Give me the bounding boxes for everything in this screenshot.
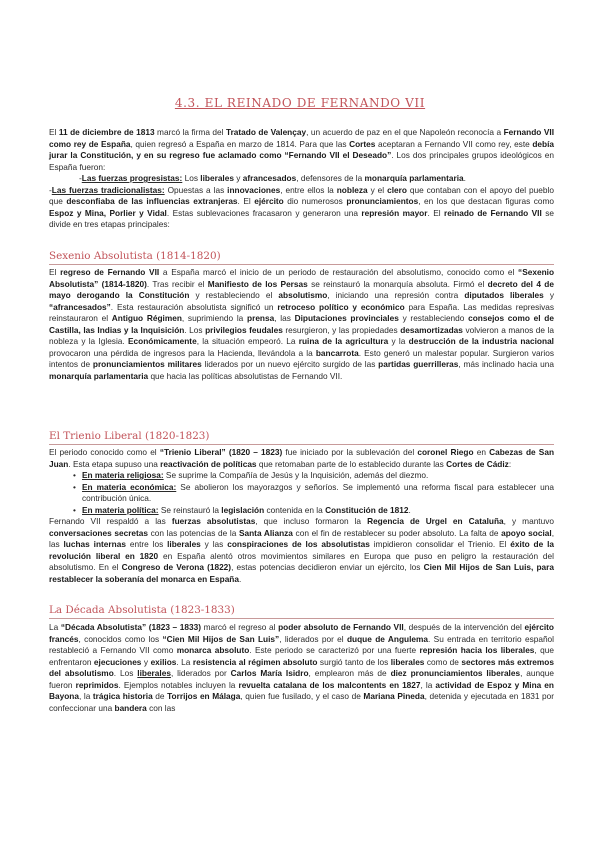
progressive-forces-line: -Las fuerzas progresistas: Los liberales y afrancesados, defensores de la monarquía parlamentaria. xyxy=(79,173,466,183)
intro-block xyxy=(49,127,554,231)
page-title: 4.3. EL REINADO DE FERNANDO VII xyxy=(174,96,426,110)
trienio-after-paragraph: Fernando VII respaldó a las fuerzas absolutistas, que incluso formaron la Regencia de Urgel en Cataluña, y mantuvo conversaciones secretas con las potencias de la Santa Alianza con el fin de restablecer su poder absoluto. La falta de apoyo social, las luchas internas entre los liberales y las conspiraciones de los absolutistas impidieron consolidar el Trienio. El éxito de la revolución liberal en 1820 en España alentó otros movimientos similares en Europa que puso en peligro la restauración del absolutismo. En el Congreso de Verona (1822), estas potencias decidieron enviar un ejército, los Cien Mil Hijos de San Luis, para restablecer la soberanía del monarca en España. xyxy=(49,516,555,584)
section-heading-trienio: El Trienio Liberal (1820-1823) xyxy=(49,430,210,442)
sexenio-paragraph: El regreso de Fernando VII a España marcó el inicio de un periodo de restauración del absolutismo, conocido como el “Sexenio Absolutista” (1814-1820). Tras recibir el Manifiesto de los Persas se reinstauró la monarquía absoluta. Firmó el decreto del 4 de mayo derogando la Constitución y restableciendo el absolutismo, iniciando una represión contra diputados liberales y “afrancesados”. Esta restauración absolutista significó un retroceso político y económico para España. Las medidas represivas reinstauraron el Antiguo Régimen, suprimiendo la prensa, las Diputaciones provinciales y restableciendo consejos como el de Castilla, las Indias y la Inquisición. Los privilegios feudales resurgieron, y las propiedades desamortizadas volvieron a manos de la nobleza y la Iglesia. Económicamente, la situación empeoró. La ruina de la agricultura y la destrucción de la industria nacional provocaron una pérdida de ingresos para la Hacienda, llevándola a la bancarrota. Esto generó un malestar popular. Surgieron varios intentos de pronunciamientos militares liderados por un nuevo ejército surgido de las partidas guerrilleras, más inclinado hacia una monarquía parlamentaria que hacia las políticas absolutistas de Fernando VII. xyxy=(49,267,555,381)
list-item: • En materia religiosa: Se suprime la Compañía de Jesús y la Inquisición, además del diezmo. xyxy=(73,470,429,480)
trienio-paragraph: El periodo conocido como el “Trienio Liberal” (1820 – 1823) fue iniciado por la sublevación del coronel Riego en Cabezas de San Juan. Esta etapa supuso una reactivación de políticas que retomaban parte de lo establecido durante las Cortes de Cádiz: xyxy=(49,447,555,469)
traditionalist-forces-paragraph: -Las fuerzas tradicionalistas: Opuestas a las innovaciones, entre ellos la nobleza y el clero que contaban con el apoyo del pueblo que desconfiaba de las influencias extranjeras. El ejército dio numerosos pronunciamientos, en los que destacan figuras como Espoz y Mina, Porlier y Vidal. Estas sublevaciones fracasaron y generaron una represión mayor. El reinado de Fernando VII se divide en tres etapas principales: xyxy=(49,184,555,229)
list-item: • En materia económica: Se abolieron los mayorazgos y señoríos. Se implementó una reforma fiscal para establecer una contribución única. xyxy=(73,481,554,503)
bullet-icon: • xyxy=(73,504,76,515)
section-divider xyxy=(49,444,554,445)
section-heading-sexenio: Sexenio Absolutista (1814-1820) xyxy=(49,250,221,262)
bullet-icon: • xyxy=(73,470,76,480)
bullet-icon: • xyxy=(73,481,76,492)
list-item: • En materia política: Se reinstauró la legislación contenida en la Constitución de 1812. xyxy=(73,504,411,515)
decada-paragraph: La “Década Absolutista” (1823 – 1833) marcó el regreso al poder absoluto de Fernando VII, después de la intervención del ejército francés, conocidos como los “Cien Mil Hijos de San Luis”, liderados por el duque de Angulema. Su entrada en territorio español restableció a Fernando VII como monarca absoluto. Este periodo se caracterizó por una fuerte represión hacia los liberales, que enfrentaron ejecuciones y exilios. La resistencia al régimen absoluto surgió tanto de los liberales como de sectores más extremos del absolutismo. Los liberales, liderados por Carlos María Isidro, emplearon más de diez pronunciamientos liberales, aunque fueron reprimidos. Ejemplos notables incluyen la revuelta catalana de los malcontents en 1827, la actividad de Espoz y Mina en Bayona, la trágica historia de Torrijos en Málaga, quien fue fusilado, y el caso de Mariana Pineda, detenida y ejecutada en 1831 por confeccionar una bandera con las xyxy=(49,622,555,713)
section-divider xyxy=(49,618,554,619)
intro-paragraph: El 11 de diciembre de 1813 marcó la firma del Tratado de Valençay, un acuerdo de paz en el que Napoleón reconocía a Fernando VII como rey de España, quien regresó a España en marzo de 1814. Para que las Cortes aceptaran a Fernando VII como rey, este debía jurar la Constitución, y en su regreso fue aclamado como “Fernando VII el Deseado”. Los dos principales grupos ideológicos en España fueron: xyxy=(49,127,554,172)
section-trienio-body xyxy=(49,447,554,585)
section-divider xyxy=(49,264,554,265)
section-heading-decada: La Década Absolutista (1823-1833) xyxy=(49,604,235,616)
section-sexenio-body xyxy=(49,267,554,382)
section-decada-body xyxy=(49,622,554,714)
